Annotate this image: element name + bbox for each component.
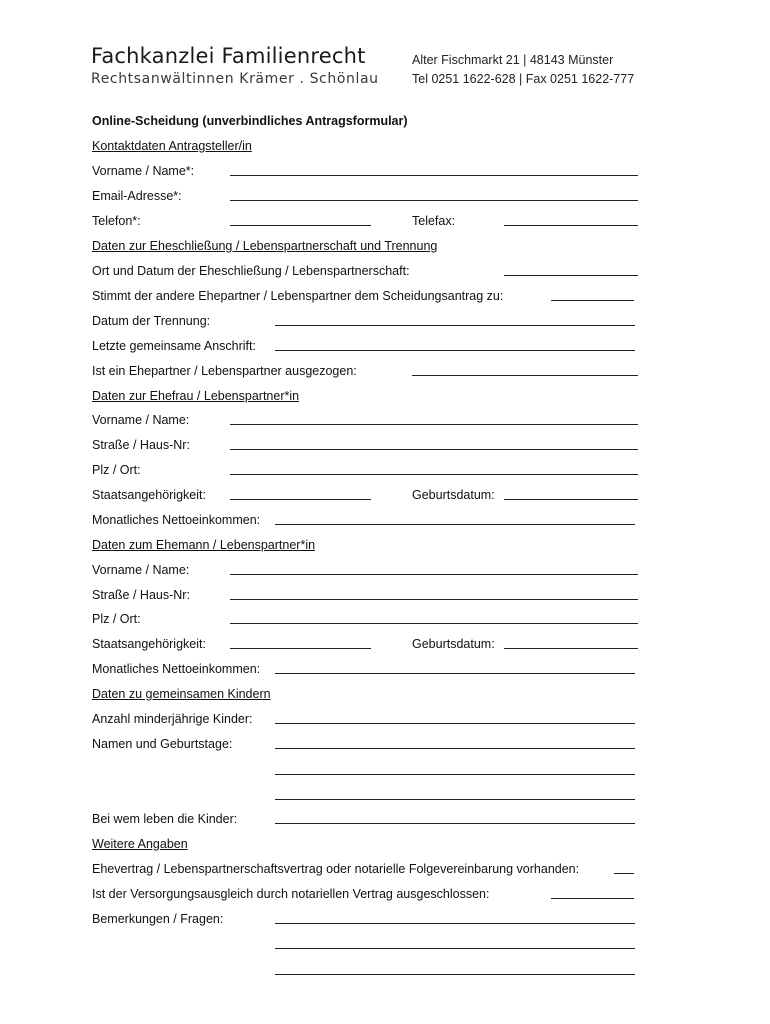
contact-fax-label: Telefax: xyxy=(412,214,456,228)
section-husband: Daten zum Ehemann / Lebenspartner*in xyxy=(92,538,316,552)
moved-out-field[interactable] xyxy=(412,375,638,376)
contact-email-label: Email-Adresse*: xyxy=(92,189,182,203)
husband-nationality-field[interactable] xyxy=(230,648,371,649)
husband-street-field[interactable] xyxy=(230,599,638,600)
prenup-label: Ehevertrag / Lebenspartnerschaftsvertrag oder notarielle Folgevereinbarung vorhanden: xyxy=(92,862,580,876)
separation-date-label: Datum der Trennung: xyxy=(92,314,211,328)
remarks-label: Bemerkungen / Fragen: xyxy=(92,912,224,926)
wife-nationality-field[interactable] xyxy=(230,499,371,500)
wife-birthdate-label: Geburtsdatum: xyxy=(412,488,495,502)
contact-name-label: Vorname / Name*: xyxy=(92,164,195,178)
firm-address: Alter Fischmarkt 21 | 48143 Münster xyxy=(412,53,614,67)
wife-city-label: Plz / Ort: xyxy=(92,463,141,477)
section-wife: Daten zur Ehefrau / Lebenspartner*in xyxy=(92,389,300,403)
remarks-field-3[interactable] xyxy=(275,974,635,975)
pension-field[interactable] xyxy=(551,898,634,899)
wife-street-field[interactable] xyxy=(230,449,638,450)
remarks-field-2[interactable] xyxy=(275,948,635,949)
wife-street-label: Straße / Haus-Nr: xyxy=(92,438,190,452)
last-address-field[interactable] xyxy=(275,350,635,351)
children-residence-field[interactable] xyxy=(275,823,635,824)
firm-name: Fachkanzlei Familienrecht xyxy=(91,44,366,68)
wife-income-label: Monatliches Nettoeinkommen: xyxy=(92,513,261,527)
section-contact: Kontaktdaten Antragsteller/in xyxy=(92,139,252,153)
wife-name-field[interactable] xyxy=(230,424,638,425)
husband-city-label: Plz / Ort: xyxy=(92,612,141,626)
wife-city-field[interactable] xyxy=(230,474,638,475)
children-names-field-3[interactable] xyxy=(275,799,635,800)
husband-income-field[interactable] xyxy=(275,673,635,674)
husband-city-field[interactable] xyxy=(230,623,638,624)
section-marriage: Daten zur Eheschließung / Lebenspartnerschaft und Trennung xyxy=(92,239,438,253)
children-names-label: Namen und Geburtstage: xyxy=(92,737,233,751)
children-residence-label: Bei wem leben die Kinder: xyxy=(92,812,238,826)
husband-name-label: Vorname / Name: xyxy=(92,563,190,577)
husband-income-label: Monatliches Nettoeinkommen: xyxy=(92,662,261,676)
wife-name-label: Vorname / Name: xyxy=(92,413,190,427)
pension-label: Ist der Versorgungsausgleich durch notariellen Vertrag ausgeschlossen: xyxy=(92,887,490,901)
marriage-consent-label: Stimmt der andere Ehepartner / Lebenspartner dem Scheidungsantrag zu: xyxy=(92,289,504,303)
moved-out-label: Ist ein Ehepartner / Lebenspartner ausgezogen: xyxy=(92,364,357,378)
separation-date-field[interactable] xyxy=(275,325,635,326)
remarks-field-1[interactable] xyxy=(275,923,635,924)
contact-fax-field[interactable] xyxy=(504,225,638,226)
children-count-field[interactable] xyxy=(275,723,635,724)
contact-phone-label: Telefon*: xyxy=(92,214,141,228)
contact-phone-field[interactable] xyxy=(230,225,371,226)
husband-street-label: Straße / Haus-Nr: xyxy=(92,588,190,602)
husband-nationality-label: Staatsangehörigkeit: xyxy=(92,637,206,651)
children-count-label: Anzahl minderjährige Kinder: xyxy=(92,712,253,726)
last-address-label: Letzte gemeinsame Anschrift: xyxy=(92,339,256,353)
wife-birthdate-field[interactable] xyxy=(504,499,638,500)
section-more: Weitere Angaben xyxy=(92,837,188,851)
husband-birthdate-label: Geburtsdatum: xyxy=(412,637,495,651)
firm-subtitle: Rechtsanwältinnen Krämer . Schönlau xyxy=(91,71,379,87)
firm-phone-fax: Tel 0251 1622-628 | Fax 0251 1622-777 xyxy=(412,72,635,86)
section-children: Daten zu gemeinsamen Kindern xyxy=(92,687,271,701)
contact-name-field[interactable] xyxy=(230,175,638,176)
marriage-place-date-field[interactable] xyxy=(504,275,638,276)
prenup-field[interactable] xyxy=(614,873,634,874)
children-names-field-2[interactable] xyxy=(275,774,635,775)
husband-name-field[interactable] xyxy=(230,574,638,575)
wife-income-field[interactable] xyxy=(275,524,635,525)
form-title: Online-Scheidung (unverbindliches Antragsformular) xyxy=(92,114,408,128)
contact-email-field[interactable] xyxy=(230,200,638,201)
wife-nationality-label: Staatsangehörigkeit: xyxy=(92,488,206,502)
husband-birthdate-field[interactable] xyxy=(504,648,638,649)
marriage-place-date-label: Ort und Datum der Eheschließung / Lebenspartnerschaft: xyxy=(92,264,410,278)
children-names-field-1[interactable] xyxy=(275,748,635,749)
marriage-consent-field[interactable] xyxy=(551,300,634,301)
